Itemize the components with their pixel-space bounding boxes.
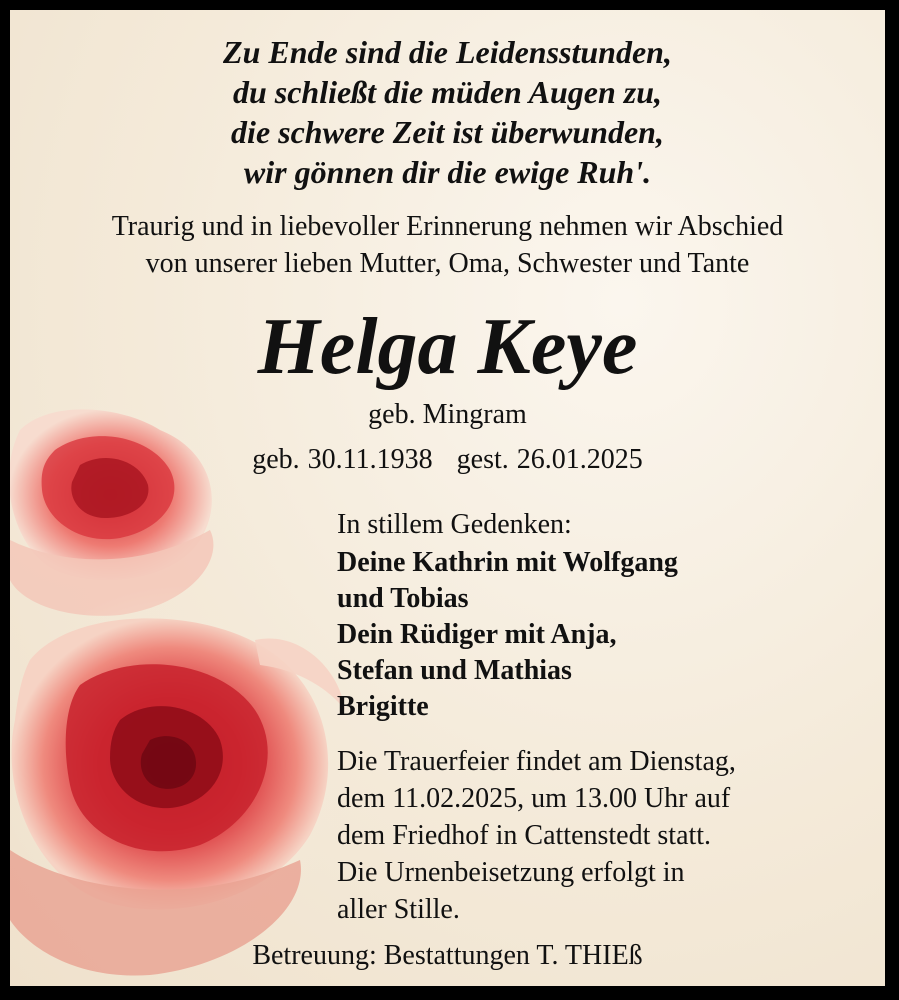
deceased-name: Helga Keye (257, 303, 638, 391)
service-line: Die Trauerfeier findet am Dienstag, (337, 746, 736, 777)
mourner-line: Brigitte (337, 691, 429, 722)
mourners-list (337, 545, 857, 725)
birth-date: geb. 30.11.1938 (252, 444, 433, 475)
service-line: dem Friedhof in Cattenstedt statt. (337, 820, 712, 851)
service-line: Die Urnenbeisetzung erfolgt in (337, 857, 685, 888)
mourner-line: Stefan und Mathias (337, 655, 572, 686)
service-line: dem 11.02.2025, um 13.00 Uhr auf (337, 783, 731, 814)
poem-line: wir gönnen dir die ewige Ruh'. (243, 154, 652, 190)
roses-image (10, 390, 370, 986)
life-dates (10, 442, 885, 478)
death-date: gest. 26.01.2025 (456, 444, 643, 475)
poem (10, 32, 885, 192)
intro-text (10, 208, 885, 282)
intro-line: Traurig und in liebevoller Erinnerung nehmen wir Abschied (111, 211, 784, 242)
poem-line: Zu Ende sind die Leidensstunden, (223, 34, 672, 70)
service-info (337, 743, 857, 928)
service-line: aller Stille. (337, 894, 460, 925)
mourner-line: Deine Kathrin mit Wolfgang (337, 547, 678, 578)
intro-line: von unserer lieben Mutter, Oma, Schwester und Tante (145, 248, 750, 279)
obituary-card (10, 10, 885, 986)
mourner-line: und Tobias (337, 583, 469, 614)
mourner-line: Dein Rüdiger mit Anja, (337, 619, 617, 650)
birth-name: geb. Mingram (368, 399, 527, 430)
lower-rose (10, 585, 365, 976)
poem-line: du schließt die müden Augen zu, (232, 74, 663, 110)
funeral-home-credit: Betreuung: Bestattungen T. THIEß (252, 940, 643, 971)
poem-line: die schwere Zeit ist überwunden, (231, 114, 664, 150)
mourners-label: In stillem Gedenken: (337, 509, 572, 540)
